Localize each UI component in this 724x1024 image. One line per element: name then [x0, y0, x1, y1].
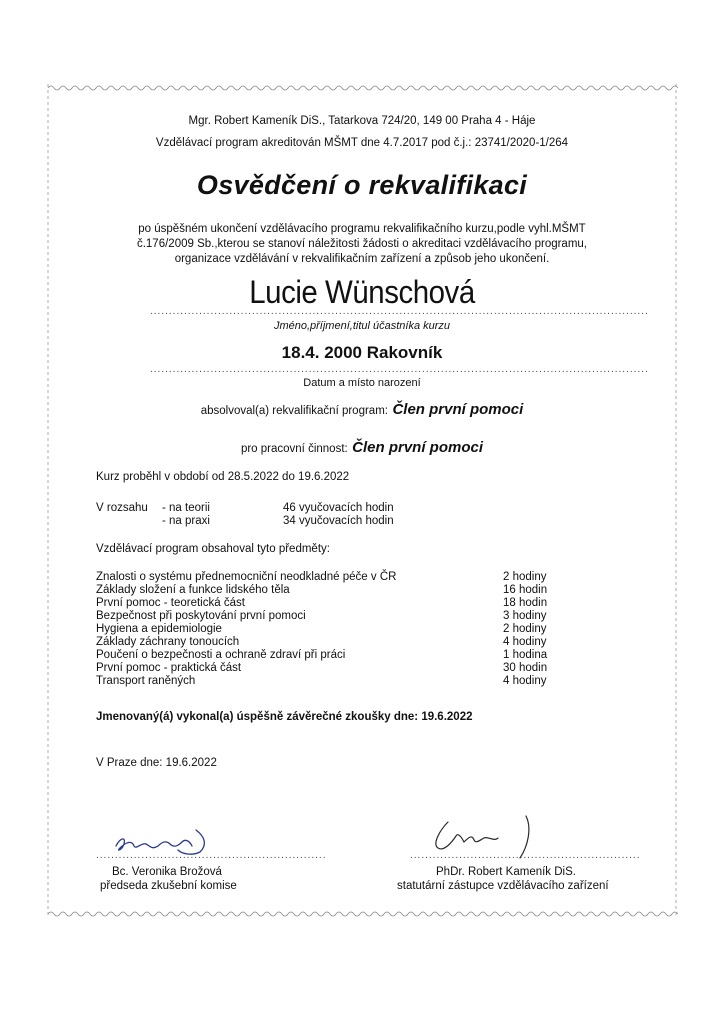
subject-name: Základy složení a funkce lidského těla — [96, 584, 290, 596]
header-accreditation: Vzdělávací program akreditován MŠMT dne 4.7.2017 pod č.j.: 23741/2020-1/264 — [155, 137, 569, 149]
name-caption: Jméno,příjmení,titul účastníka kurzu — [273, 320, 451, 332]
certificate-title: Osvědčení o rekvalifikaci — [196, 170, 528, 200]
subject-row — [96, 675, 556, 688]
intro-line-1: po úspěšném ukončení vzdělávacího programu rekvalifikačního kurzu,podle vyhl.MŠMT — [138, 223, 586, 235]
subject-hours: 1 hodina — [503, 649, 548, 661]
subject-hours: 2 hodiny — [503, 571, 547, 583]
subject-row — [96, 610, 556, 623]
subject-name: První pomoc - teoretická část — [96, 597, 245, 609]
exam-statement: Jmenovaný(á) vykonal(a) úspěšně závěrečné zkoušky dne: 19.6.2022 — [96, 711, 473, 723]
subject-name: Bezpečnost při poskytování první pomoci — [96, 610, 306, 622]
subject-row — [96, 584, 556, 597]
program-activity-label: pro pracovní činnost: — [240, 443, 348, 455]
birth-date-place: 18.4. 2000 Rakovník — [281, 343, 443, 362]
program-activity-value: Člen první pomoci — [352, 439, 484, 456]
intro-line-3: organizace vzdělávání v rekvalifikačním zařízení a způsob jeho ukončení. — [174, 253, 550, 265]
decorative-border-left — [44, 84, 52, 918]
theory-label: - na teorii — [162, 502, 210, 514]
participant-name: Lucie Wünschová — [249, 274, 475, 310]
header-institution: Mgr. Robert Kameník DiS., Tatarkova 724/20, 149 00 Praha 4 - Háje — [188, 115, 536, 127]
subject-hours: 30 hodin — [503, 662, 548, 674]
place-date: V Praze dne: 19.6.2022 — [96, 757, 217, 769]
subject-row — [96, 636, 556, 649]
subject-name: Transport raněných — [96, 675, 196, 687]
subject-hours: 4 hodiny — [503, 636, 547, 648]
decorative-border-right — [672, 84, 680, 918]
birth-caption: Datum a místo narození — [303, 377, 421, 389]
practice-value: 34 vyučovacích hodin — [283, 515, 394, 527]
intro-line-2: č.176/2009 Sb.,kterou se stanoví náležitosti žádosti o akreditaci vzdělávacího programu, — [136, 238, 588, 250]
subject-row — [96, 571, 556, 584]
subject-name: Hygiena a epidemiologie — [96, 623, 222, 635]
theory-value: 46 vyučovacích hodin — [283, 502, 394, 514]
subject-row — [96, 649, 556, 662]
subject-hours: 18 hodin — [503, 597, 548, 609]
subject-row — [96, 662, 556, 675]
program-completed-label: absolvoval(a) rekvalifikační program: — [200, 405, 388, 417]
course-period: Kurz proběhl v období od 28.5.2022 do 19.6.2022 — [96, 471, 350, 483]
subject-row — [96, 597, 556, 610]
decorative-border-top — [48, 84, 678, 92]
subject-name: Znalosti o systému přednemocniční neodkladné péče v ČR — [96, 571, 397, 583]
subject-row — [96, 623, 556, 636]
left-signatory-role: předseda zkušební komise — [100, 880, 237, 892]
subject-hours: 2 hodiny — [503, 623, 547, 635]
subject-name: Poučení o bezpečnosti a ochraně zdraví při práci — [96, 649, 346, 661]
right-signatory-role: statutární zástupce vzdělávacího zařízení — [397, 880, 609, 892]
subject-hours: 16 hodin — [503, 584, 548, 596]
left-signatory-name: Bc. Veronika Brožová — [112, 866, 222, 878]
subject-hours: 3 hodiny — [503, 610, 547, 622]
program-completed-row — [0, 401, 724, 419]
right-signatory-name: PhDr. Robert Kameník DiS. — [436, 866, 576, 878]
subject-name: První pomoc - praktická část — [96, 662, 242, 674]
decorative-border-bottom — [48, 910, 678, 918]
program-activity-row — [0, 439, 724, 457]
program-completed-value: Člen první pomoci — [392, 401, 524, 418]
subject-hours: 4 hodiny — [503, 675, 547, 687]
subject-name: Základy záchrany tonoucích — [96, 636, 240, 648]
birth-dotted-line: .................................................................................................................................... — [150, 364, 649, 375]
name-dotted-line: .................................................................................................................................... — [150, 306, 649, 317]
left-signature-line: ............................................................. — [96, 850, 327, 861]
scope-label: V rozsahu — [96, 502, 148, 514]
subjects-intro: Vzdělávací program obsahoval tyto předměty: — [96, 543, 330, 555]
practice-label: - na praxi — [162, 515, 210, 527]
right-signature-line: ............................................................. — [410, 850, 641, 861]
